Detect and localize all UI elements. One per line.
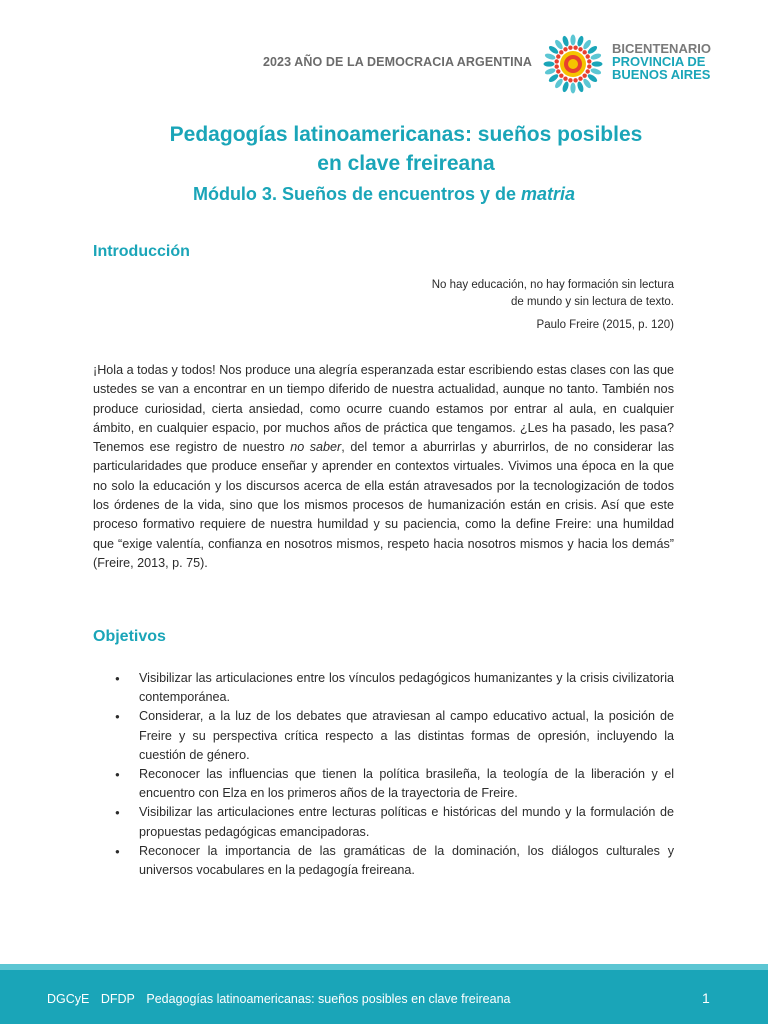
- epigraph-quote: [374, 277, 674, 311]
- province-logo-text: [612, 42, 732, 81]
- page-title: [0, 120, 768, 178]
- objectives-heading: Objetivos: [93, 628, 166, 645]
- page-number: 1: [702, 990, 710, 1006]
- footer-org-dgcye: DGCyE: [47, 992, 90, 1006]
- footer-stripe: [0, 964, 768, 970]
- quote-author: Paulo Freire (2015, p. 120): [536, 319, 674, 331]
- objective-item: ● Considerar, a la luz de los debates que atraviesan al campo educativo actual, la posición de Freire y su perspectiva crítica respecto a las distintas formas de opresión, incluyendo la cuestión de género.: [93, 707, 674, 765]
- header-tagline: 2023 AÑO DE LA DEMOCRACIA ARGENTINA: [262, 55, 532, 69]
- sun-logo-icon: [539, 30, 607, 98]
- footer-org-dfdp: DFDP: [100, 992, 135, 1006]
- objective-item: ● Visibilizar las articulaciones entre lecturas políticas e históricas del mundo y la formulación de propuestas pedagógicas emancipadoras.: [93, 803, 674, 841]
- subtitle-text: Módulo 3. Sueños de encuentros y de: [192, 184, 522, 204]
- intro-text-part-1: ¡Hola a todas y todos! Nos produce una alegría esperanzada estar escribiendo estas clases con las que ustedes se van a encontrar en un tiempo diferido de nuestra actualidad, aunque no tanto. También nos produce curiosidad, cierta ansiedad, como ocurre cuando estamos por entrar al aula, en cualquier ámbito, en cualquier espacio, por muchos años de práctica que tengamos. ¿Les ha pasado, les pasa? Tenemos ese registro de nuestro: [93, 363, 674, 455]
- module-subtitle: [0, 184, 768, 205]
- objective-item: ● Reconocer las influencias que tienen la política brasileña, la teología de la liberación y el encuentro con Elza en los primeros años de la trayectoria de Freire.: [93, 765, 674, 803]
- title-line-1: Pedagogías latinoamericanas: sueños posibles: [169, 123, 643, 146]
- objective-item: ● Reconocer la importancia de las gramáticas de la dominación, los diálogos culturales y universos vocabulares en la pedagogía freireana.: [93, 842, 674, 880]
- footer-course-title: Pedagogías latinoamericanas: sueños posibles en clave freireana: [146, 992, 511, 1006]
- logo-line-buenos-aires: BUENOS AIRES: [612, 67, 711, 82]
- intro-text-part-2: , del temor a aburrirlas y aburrirlos, de no considerar las particularidades que produce enseñar y aprender en contextos virtuales. Vivimos una época en la que no solo la educación y los discursos acerca de ella están atravesados por la tecnologización de todos los órdenes de la vida, sino que los mismos procesos de humanización están en crisis. Así que este proceso formativo requiere de nuestra humildad y su paciencia, como la define Freire: una humildad que “exige valentía, confianza en nosotros mismos, respeto hacia nosotros mismos y hacia los demás” (Freire, 2013, p. 75).: [93, 440, 674, 570]
- logo-line-bicentenario: BICENTENARIO: [612, 41, 711, 56]
- title-line-2: en clave freireana: [317, 152, 495, 175]
- intro-emphasis: no saber: [290, 440, 342, 455]
- objective-item: ● Visibilizar las articulaciones entre los vínculos pedagógicos humanizantes y la crisis civilizatoria contemporánea.: [93, 669, 674, 707]
- introduction-heading: Introducción: [93, 243, 190, 260]
- subtitle-emphasis: matria: [521, 184, 576, 204]
- introduction-paragraph: [93, 361, 674, 573]
- objectives-list: [93, 669, 674, 880]
- quote-line-1: No hay educación, no hay formación sin lectura: [431, 279, 674, 291]
- quote-line-2: de mundo y sin lectura de texto.: [510, 296, 674, 308]
- logo-line-provincia: PROVINCIA DE: [612, 54, 706, 69]
- footer-text: [47, 992, 519, 1006]
